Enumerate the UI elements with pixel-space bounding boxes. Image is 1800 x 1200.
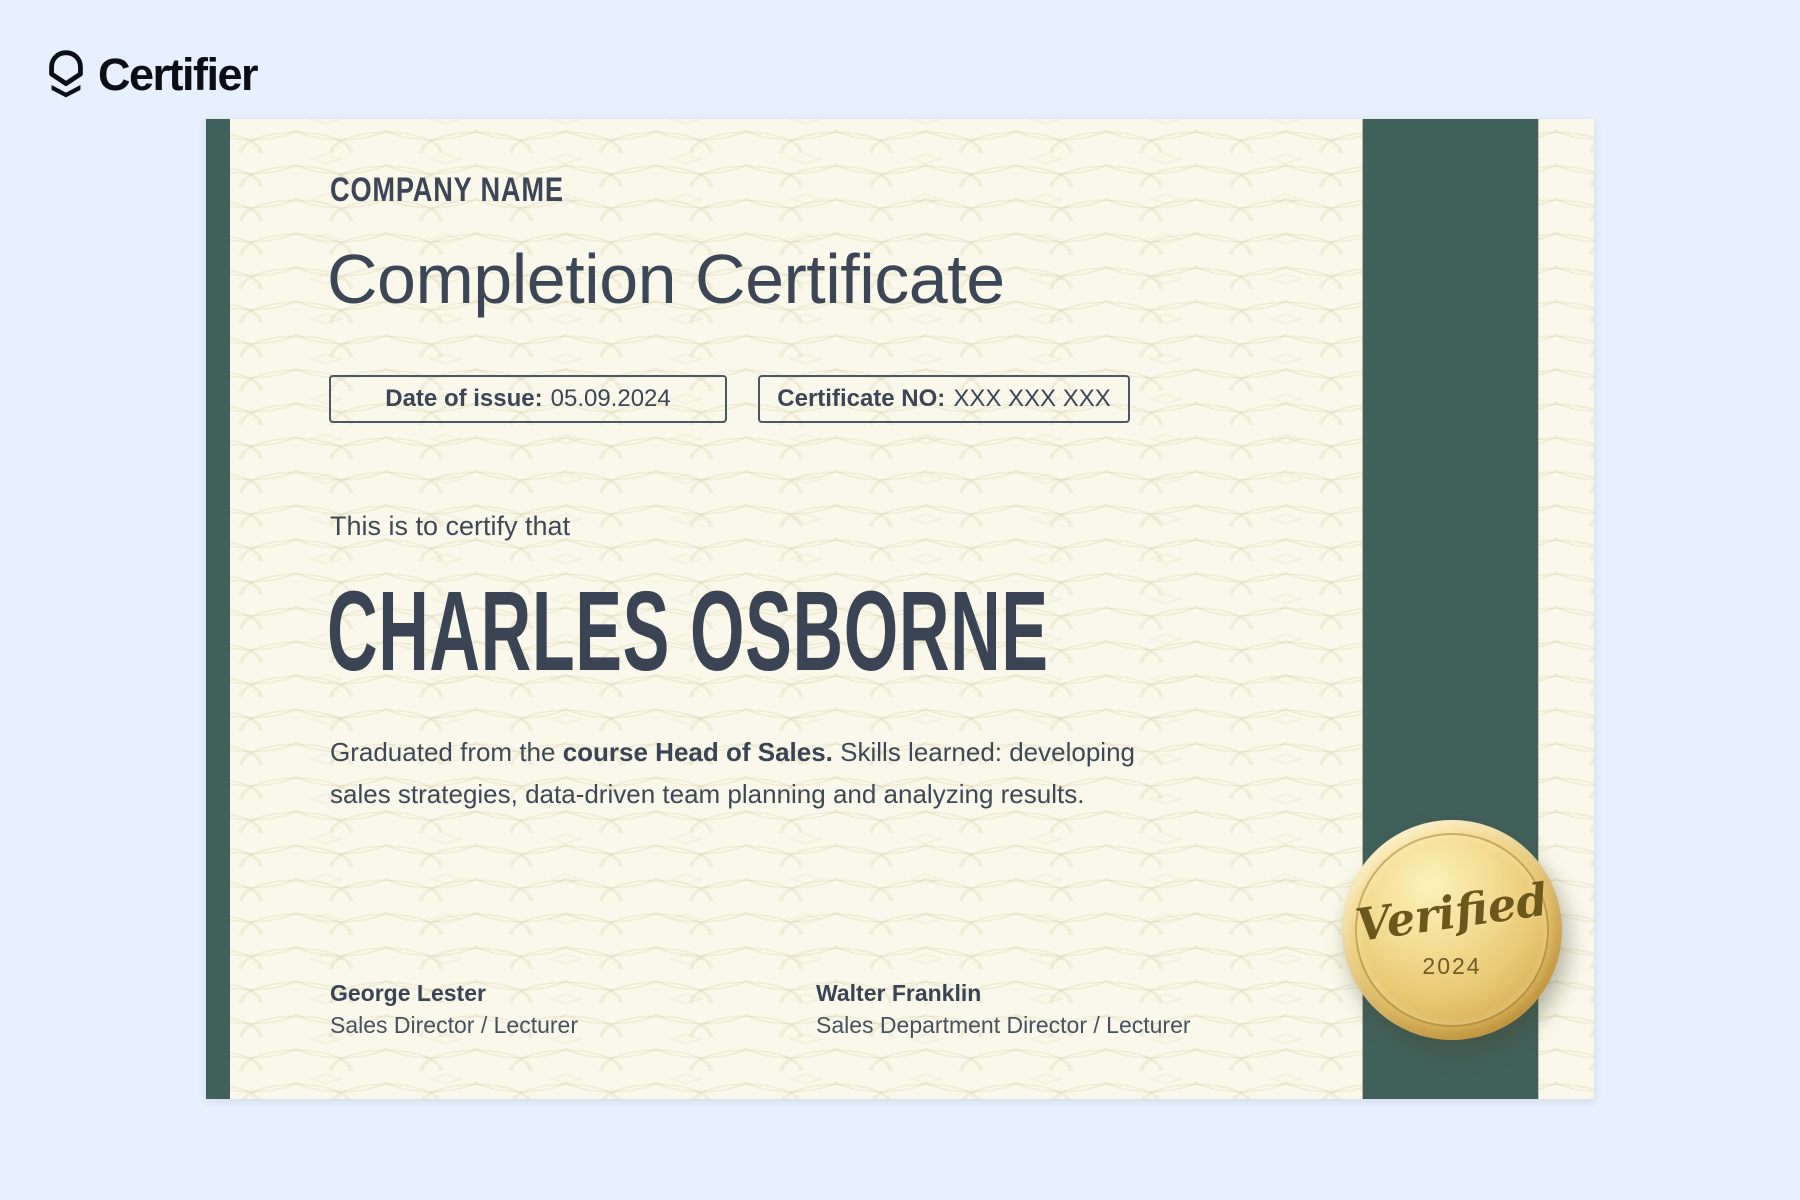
signatory-name: George Lester xyxy=(330,980,486,1006)
body-line2: sales strategies, data-driven team planning and analyzing results. xyxy=(330,779,1085,809)
signatory-title: Sales Department Director / Lecturer xyxy=(816,1012,1191,1038)
body-prefix: Graduated from the xyxy=(330,737,563,767)
signatory-name: Walter Franklin xyxy=(816,980,982,1006)
certificate-sheet xyxy=(206,119,1594,1099)
recipient-name: CHARLES OSBORNE xyxy=(327,568,1049,694)
intro-text: This is to certify that xyxy=(330,511,571,541)
certifier-logo[interactable] xyxy=(44,46,257,102)
verified-seal xyxy=(1342,820,1562,1040)
seal-word: Verified xyxy=(1352,872,1552,953)
certificate-number-label: Certificate NO: xyxy=(777,385,946,412)
certificate-number-box xyxy=(758,375,1130,423)
date-of-issue-value: 05.09.2024 xyxy=(550,385,671,412)
signatory-title: Sales Director / Lecturer xyxy=(330,1012,578,1038)
body-paragraph xyxy=(330,731,1290,815)
certificate-number-value: XXX XXX XXX xyxy=(953,385,1111,412)
signatures xyxy=(330,977,1191,1041)
body-line1-rest: Skills learned: developing xyxy=(832,737,1135,767)
seal-year: 2024 xyxy=(1422,953,1482,979)
brand-name: Certifier xyxy=(98,48,258,100)
signatory-left xyxy=(330,977,816,1041)
signatory-right xyxy=(816,977,1191,1041)
certifier-badge-icon xyxy=(44,46,88,102)
left-accent-strip xyxy=(206,119,230,1099)
body-course-bold: course Head of Sales. xyxy=(562,737,833,767)
meta-row xyxy=(329,375,1130,423)
certificate-title: Completion Certificate xyxy=(327,240,1005,318)
date-of-issue-box xyxy=(329,375,727,423)
company-name-label: COMPANY NAME xyxy=(330,171,564,209)
date-of-issue-label: Date of issue: xyxy=(385,385,543,412)
